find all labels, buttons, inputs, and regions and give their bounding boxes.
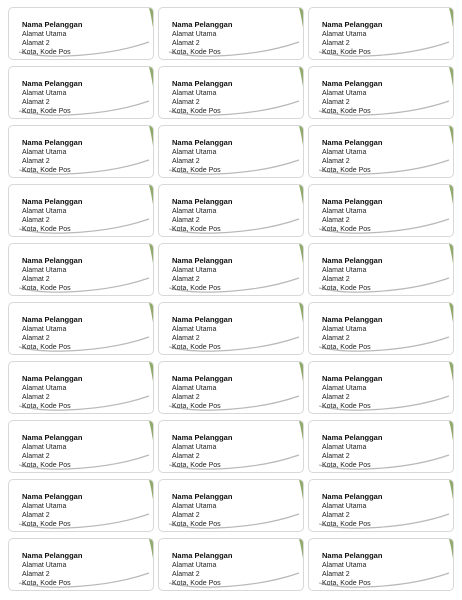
city-postal-code: Kota, Kode Pos (172, 403, 221, 410)
address-label[interactable] (308, 66, 454, 119)
address-line-1: Alamat Utama (22, 149, 67, 156)
city-postal-code: Kota, Kode Pos (172, 521, 221, 528)
label-text-block (172, 315, 232, 352)
address-label[interactable] (8, 479, 154, 532)
customer-name: Nama Pelanggan (322, 197, 383, 206)
city-postal-code: Kota, Kode Pos (322, 49, 371, 56)
label-sheet (8, 7, 454, 593)
address-line-1: Alamat Utama (322, 267, 367, 274)
customer-name: Nama Pelanggan (172, 551, 233, 560)
accent-corner (449, 362, 454, 392)
customer-name: Nama Pelanggan (172, 256, 233, 265)
address-label[interactable] (8, 7, 154, 60)
accent-corner (299, 244, 304, 274)
city-postal-code: Kota, Kode Pos (322, 226, 371, 233)
address-label[interactable] (158, 538, 304, 591)
label-text-block (322, 315, 382, 352)
customer-name: Nama Pelanggan (322, 551, 383, 560)
city-postal-code: Kota, Kode Pos (22, 580, 71, 587)
customer-name: Nama Pelanggan (22, 492, 83, 501)
accent-corner (299, 480, 304, 510)
accent-corner (299, 8, 304, 38)
address-line-1: Alamat Utama (22, 208, 67, 215)
address-line-1: Alamat Utama (322, 562, 367, 569)
accent-corner (149, 303, 154, 333)
address-line-2: Alamat 2 (172, 40, 200, 47)
city-postal-code: Kota, Kode Pos (22, 285, 71, 292)
address-line-1: Alamat Utama (172, 562, 217, 569)
label-text-block (172, 433, 232, 470)
address-label[interactable] (8, 420, 154, 473)
address-line-1: Alamat Utama (322, 208, 367, 215)
customer-name: Nama Pelanggan (172, 20, 233, 29)
accent-corner (299, 185, 304, 215)
address-label[interactable] (8, 361, 154, 414)
customer-name: Nama Pelanggan (322, 20, 383, 29)
address-line-2: Alamat 2 (322, 99, 350, 106)
address-line-2: Alamat 2 (22, 40, 50, 47)
accent-corner (149, 67, 154, 97)
label-text-block (172, 492, 232, 529)
address-line-1: Alamat Utama (172, 444, 217, 451)
accent-corner (299, 67, 304, 97)
label-text-block (172, 374, 232, 411)
label-text-block (322, 256, 382, 293)
accent-corner (149, 421, 154, 451)
customer-name: Nama Pelanggan (322, 79, 383, 88)
accent-corner (299, 303, 304, 333)
address-label[interactable] (158, 7, 304, 60)
customer-name: Nama Pelanggan (22, 20, 83, 29)
accent-corner (149, 480, 154, 510)
address-line-1: Alamat Utama (322, 503, 367, 510)
accent-corner (299, 539, 304, 569)
accent-corner (449, 421, 454, 451)
address-label[interactable] (158, 243, 304, 296)
label-text-block (22, 433, 82, 470)
address-label[interactable] (158, 302, 304, 355)
accent-corner (149, 539, 154, 569)
label-text-block (322, 79, 382, 116)
address-label[interactable] (8, 243, 154, 296)
address-line-2: Alamat 2 (322, 217, 350, 224)
label-text-block (172, 20, 232, 57)
label-text-block (22, 315, 82, 352)
label-text-block (322, 551, 382, 588)
city-postal-code: Kota, Kode Pos (172, 285, 221, 292)
address-line-2: Alamat 2 (22, 335, 50, 342)
address-line-1: Alamat Utama (322, 326, 367, 333)
address-label[interactable] (158, 66, 304, 119)
address-line-1: Alamat Utama (322, 444, 367, 451)
address-line-2: Alamat 2 (22, 571, 50, 578)
address-label[interactable] (158, 184, 304, 237)
address-line-2: Alamat 2 (22, 276, 50, 283)
customer-name: Nama Pelanggan (172, 138, 233, 147)
label-text-block (322, 138, 382, 175)
customer-name: Nama Pelanggan (322, 433, 383, 442)
label-text-block (322, 197, 382, 234)
address-line-1: Alamat Utama (322, 90, 367, 97)
city-postal-code: Kota, Kode Pos (22, 403, 71, 410)
city-postal-code: Kota, Kode Pos (172, 49, 221, 56)
customer-name: Nama Pelanggan (172, 374, 233, 383)
customer-name: Nama Pelanggan (172, 315, 233, 324)
address-label[interactable] (308, 302, 454, 355)
address-line-2: Alamat 2 (22, 99, 50, 106)
address-line-1: Alamat Utama (22, 562, 67, 569)
address-line-1: Alamat Utama (172, 326, 217, 333)
customer-name: Nama Pelanggan (22, 551, 83, 560)
customer-name: Nama Pelanggan (322, 315, 383, 324)
label-text-block (22, 197, 82, 234)
address-line-1: Alamat Utama (322, 149, 367, 156)
address-label[interactable] (308, 420, 454, 473)
city-postal-code: Kota, Kode Pos (322, 344, 371, 351)
city-postal-code: Kota, Kode Pos (322, 167, 371, 174)
city-postal-code: Kota, Kode Pos (172, 462, 221, 469)
customer-name: Nama Pelanggan (172, 197, 233, 206)
address-label[interactable] (308, 479, 454, 532)
accent-corner (449, 480, 454, 510)
label-text-block (322, 374, 382, 411)
city-postal-code: Kota, Kode Pos (322, 285, 371, 292)
address-line-2: Alamat 2 (22, 512, 50, 519)
label-text-block (22, 138, 82, 175)
address-line-2: Alamat 2 (172, 571, 200, 578)
label-text-block (22, 492, 82, 529)
label-text-block (172, 197, 232, 234)
address-line-2: Alamat 2 (322, 512, 350, 519)
label-text-block (172, 79, 232, 116)
label-text-block (322, 492, 382, 529)
city-postal-code: Kota, Kode Pos (22, 462, 71, 469)
customer-name: Nama Pelanggan (22, 138, 83, 147)
address-label[interactable] (8, 66, 154, 119)
label-text-block (22, 79, 82, 116)
address-line-2: Alamat 2 (22, 158, 50, 165)
accent-corner (299, 421, 304, 451)
address-label[interactable] (158, 361, 304, 414)
address-line-1: Alamat Utama (22, 326, 67, 333)
address-line-2: Alamat 2 (22, 394, 50, 401)
city-postal-code: Kota, Kode Pos (322, 580, 371, 587)
city-postal-code: Kota, Kode Pos (22, 344, 71, 351)
customer-name: Nama Pelanggan (322, 256, 383, 265)
customer-name: Nama Pelanggan (22, 256, 83, 265)
city-postal-code: Kota, Kode Pos (172, 108, 221, 115)
city-postal-code: Kota, Kode Pos (22, 226, 71, 233)
address-line-1: Alamat Utama (172, 503, 217, 510)
address-line-2: Alamat 2 (172, 453, 200, 460)
accent-corner (449, 539, 454, 569)
customer-name: Nama Pelanggan (22, 197, 83, 206)
customer-name: Nama Pelanggan (322, 492, 383, 501)
address-label[interactable] (308, 125, 454, 178)
address-line-1: Alamat Utama (322, 31, 367, 38)
customer-name: Nama Pelanggan (172, 433, 233, 442)
city-postal-code: Kota, Kode Pos (172, 226, 221, 233)
address-line-2: Alamat 2 (22, 453, 50, 460)
city-postal-code: Kota, Kode Pos (322, 521, 371, 528)
address-label[interactable] (308, 243, 454, 296)
address-line-1: Alamat Utama (22, 31, 67, 38)
address-line-2: Alamat 2 (22, 217, 50, 224)
address-line-2: Alamat 2 (322, 276, 350, 283)
city-postal-code: Kota, Kode Pos (172, 580, 221, 587)
address-line-2: Alamat 2 (172, 512, 200, 519)
address-line-1: Alamat Utama (22, 444, 67, 451)
address-line-2: Alamat 2 (172, 158, 200, 165)
accent-corner (149, 8, 154, 38)
accent-corner (449, 8, 454, 38)
address-line-2: Alamat 2 (322, 40, 350, 47)
label-text-block (22, 256, 82, 293)
address-line-2: Alamat 2 (322, 158, 350, 165)
label-text-block (172, 256, 232, 293)
address-line-2: Alamat 2 (322, 335, 350, 342)
address-line-2: Alamat 2 (172, 99, 200, 106)
address-line-2: Alamat 2 (172, 335, 200, 342)
accent-corner (449, 126, 454, 156)
customer-name: Nama Pelanggan (22, 79, 83, 88)
address-line-1: Alamat Utama (172, 90, 217, 97)
customer-name: Nama Pelanggan (22, 315, 83, 324)
address-line-2: Alamat 2 (172, 276, 200, 283)
address-label[interactable] (308, 7, 454, 60)
address-line-1: Alamat Utama (22, 503, 67, 510)
address-label[interactable] (158, 125, 304, 178)
accent-corner (149, 362, 154, 392)
address-line-1: Alamat Utama (172, 149, 217, 156)
city-postal-code: Kota, Kode Pos (172, 344, 221, 351)
accent-corner (149, 244, 154, 274)
city-postal-code: Kota, Kode Pos (322, 403, 371, 410)
city-postal-code: Kota, Kode Pos (22, 108, 71, 115)
address-line-1: Alamat Utama (172, 385, 217, 392)
address-label[interactable] (308, 184, 454, 237)
city-postal-code: Kota, Kode Pos (22, 521, 71, 528)
label-text-block (172, 551, 232, 588)
customer-name: Nama Pelanggan (322, 138, 383, 147)
address-line-1: Alamat Utama (22, 267, 67, 274)
customer-name: Nama Pelanggan (172, 492, 233, 501)
accent-corner (449, 303, 454, 333)
accent-corner (299, 126, 304, 156)
label-text-block (322, 20, 382, 57)
label-text-block (322, 433, 382, 470)
address-line-2: Alamat 2 (172, 394, 200, 401)
city-postal-code: Kota, Kode Pos (322, 462, 371, 469)
customer-name: Nama Pelanggan (22, 433, 83, 442)
address-line-1: Alamat Utama (172, 31, 217, 38)
address-label[interactable] (158, 479, 304, 532)
address-label[interactable] (158, 420, 304, 473)
address-label[interactable] (308, 361, 454, 414)
customer-name: Nama Pelanggan (172, 79, 233, 88)
address-line-1: Alamat Utama (22, 90, 67, 97)
address-line-2: Alamat 2 (172, 217, 200, 224)
city-postal-code: Kota, Kode Pos (22, 167, 71, 174)
accent-corner (299, 362, 304, 392)
address-label[interactable] (8, 302, 154, 355)
address-label[interactable] (8, 538, 154, 591)
city-postal-code: Kota, Kode Pos (22, 49, 71, 56)
address-line-1: Alamat Utama (322, 385, 367, 392)
label-text-block (172, 138, 232, 175)
accent-corner (149, 126, 154, 156)
customer-name: Nama Pelanggan (22, 374, 83, 383)
city-postal-code: Kota, Kode Pos (322, 108, 371, 115)
accent-corner (449, 67, 454, 97)
label-text-block (22, 20, 82, 57)
address-label[interactable] (8, 125, 154, 178)
address-line-2: Alamat 2 (322, 453, 350, 460)
address-line-1: Alamat Utama (22, 385, 67, 392)
accent-corner (449, 185, 454, 215)
address-line-2: Alamat 2 (322, 571, 350, 578)
accent-corner (449, 244, 454, 274)
accent-corner (149, 185, 154, 215)
address-line-1: Alamat Utama (172, 267, 217, 274)
city-postal-code: Kota, Kode Pos (172, 167, 221, 174)
label-text-block (22, 551, 82, 588)
label-text-block (22, 374, 82, 411)
customer-name: Nama Pelanggan (322, 374, 383, 383)
address-label[interactable] (308, 538, 454, 591)
address-label[interactable] (8, 184, 154, 237)
address-line-2: Alamat 2 (322, 394, 350, 401)
address-line-1: Alamat Utama (172, 208, 217, 215)
